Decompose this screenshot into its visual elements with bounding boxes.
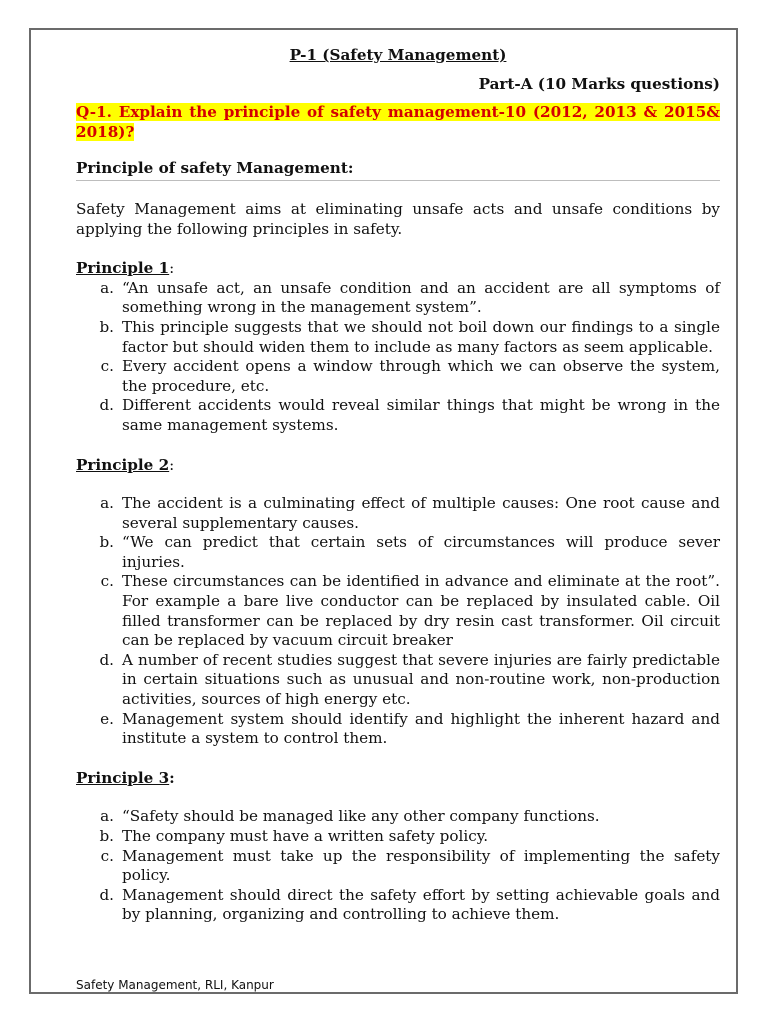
- list-item: [76, 847, 720, 886]
- list-marker: a.: [100, 494, 114, 513]
- principle-1-colon: :: [169, 259, 175, 278]
- principle-1-label: Principle 1: [76, 259, 170, 278]
- list-item: [76, 279, 720, 318]
- list-marker: b.: [99, 533, 114, 552]
- list-item-text: “We can predict that certain sets of circumstances will produce sever injuries.: [122, 533, 720, 571]
- list-marker: c.: [100, 846, 114, 865]
- page-footer: Safety Management, RLI, Kanpur: [76, 978, 274, 992]
- list-marker: b.: [99, 317, 114, 336]
- list-item-text: The accident is a culminating effect of multiple causes: One root cause and several supplementary causes.: [122, 494, 720, 532]
- principle-2-label: Principle 2: [76, 455, 170, 474]
- list-item-text: These circumstances can be identified in advance and eliminate at the root”. For example a bare live conductor can be replaced by insulated cable. Oil filled transformer can be replaced by dry resin cast transformer. Oil circuit can be replaced by vacuum circuit breaker: [122, 572, 720, 650]
- principle-3-list: [76, 807, 720, 925]
- list-item-text: The company must have a written safety policy.: [122, 827, 489, 845]
- principle-3-colon: :: [169, 768, 175, 787]
- list-item: [76, 807, 720, 827]
- list-marker: b.: [99, 827, 114, 845]
- list-marker: a.: [100, 807, 114, 826]
- principle-2-list: [76, 494, 720, 749]
- question-highlight: Q-1. Explain the principle of safety management-10 (2012, 2013 & 2015& 2018)?: [76, 103, 720, 141]
- list-item: [76, 572, 720, 650]
- list-marker: a.: [100, 278, 114, 297]
- list-marker: c.: [100, 572, 114, 591]
- principle-1-list: [76, 279, 720, 436]
- list-item: [76, 710, 720, 749]
- document-body: [76, 46, 720, 925]
- list-item: [76, 827, 720, 847]
- list-item-text: Management system should identify and highlight the inherent hazard and institute a system to control them.: [122, 709, 720, 748]
- list-item: [76, 318, 720, 357]
- principle-2-colon: :: [169, 455, 175, 474]
- principle-1-heading: [76, 259, 720, 279]
- principle-2-heading: [76, 456, 720, 476]
- section-heading: Principle of safety Management:: [76, 159, 720, 181]
- list-item-text: Different accidents would reveal similar things that might be wrong in the same management systems.: [122, 396, 720, 434]
- list-item-text: Management must take up the responsibility of implementing the safety policy.: [122, 846, 720, 885]
- document-title: P-1 (Safety Management): [289, 46, 507, 64]
- principle-3-label: Principle 3: [76, 768, 170, 787]
- list-item-text: Every accident opens a window through which we can observe the system, the procedure, etc.: [122, 357, 720, 395]
- list-item: [76, 651, 720, 710]
- list-item: [76, 357, 720, 396]
- list-marker: d.: [99, 885, 114, 904]
- question-text: [76, 103, 720, 142]
- list-marker: c.: [100, 357, 114, 376]
- list-item-text: “Safety should be managed like any other company functions.: [122, 807, 600, 826]
- list-item: [76, 886, 720, 925]
- list-marker: d.: [99, 396, 114, 415]
- intro-paragraph: Safety Management aims at eliminating unsafe acts and unsafe conditions by applying the following principles in safety.: [76, 199, 720, 238]
- list-item-text: This principle suggests that we should not boil down our findings to a single factor but should widen them to include as many factors as seem applicable.: [122, 317, 720, 356]
- list-marker: d.: [99, 650, 114, 669]
- principle-3-heading: [76, 769, 720, 789]
- list-item: [76, 494, 720, 533]
- list-item: [76, 396, 720, 435]
- list-item-text: Management should direct the safety effort by setting achievable goals and by planning, organizing and controlling to achieve them.: [122, 885, 720, 924]
- list-marker: e.: [100, 709, 114, 728]
- part-heading: Part-A (10 Marks questions): [478, 74, 720, 93]
- list-item-text: A number of recent studies suggest that severe injuries are fairly predictable in certain situations such as unusual and non-routine work, non-production activities, sources of high energy etc.: [122, 650, 720, 709]
- list-item-text: “An unsafe act, an unsafe condition and an accident are all symptoms of something wrong in the management system”.: [122, 278, 720, 317]
- list-item: [76, 533, 720, 572]
